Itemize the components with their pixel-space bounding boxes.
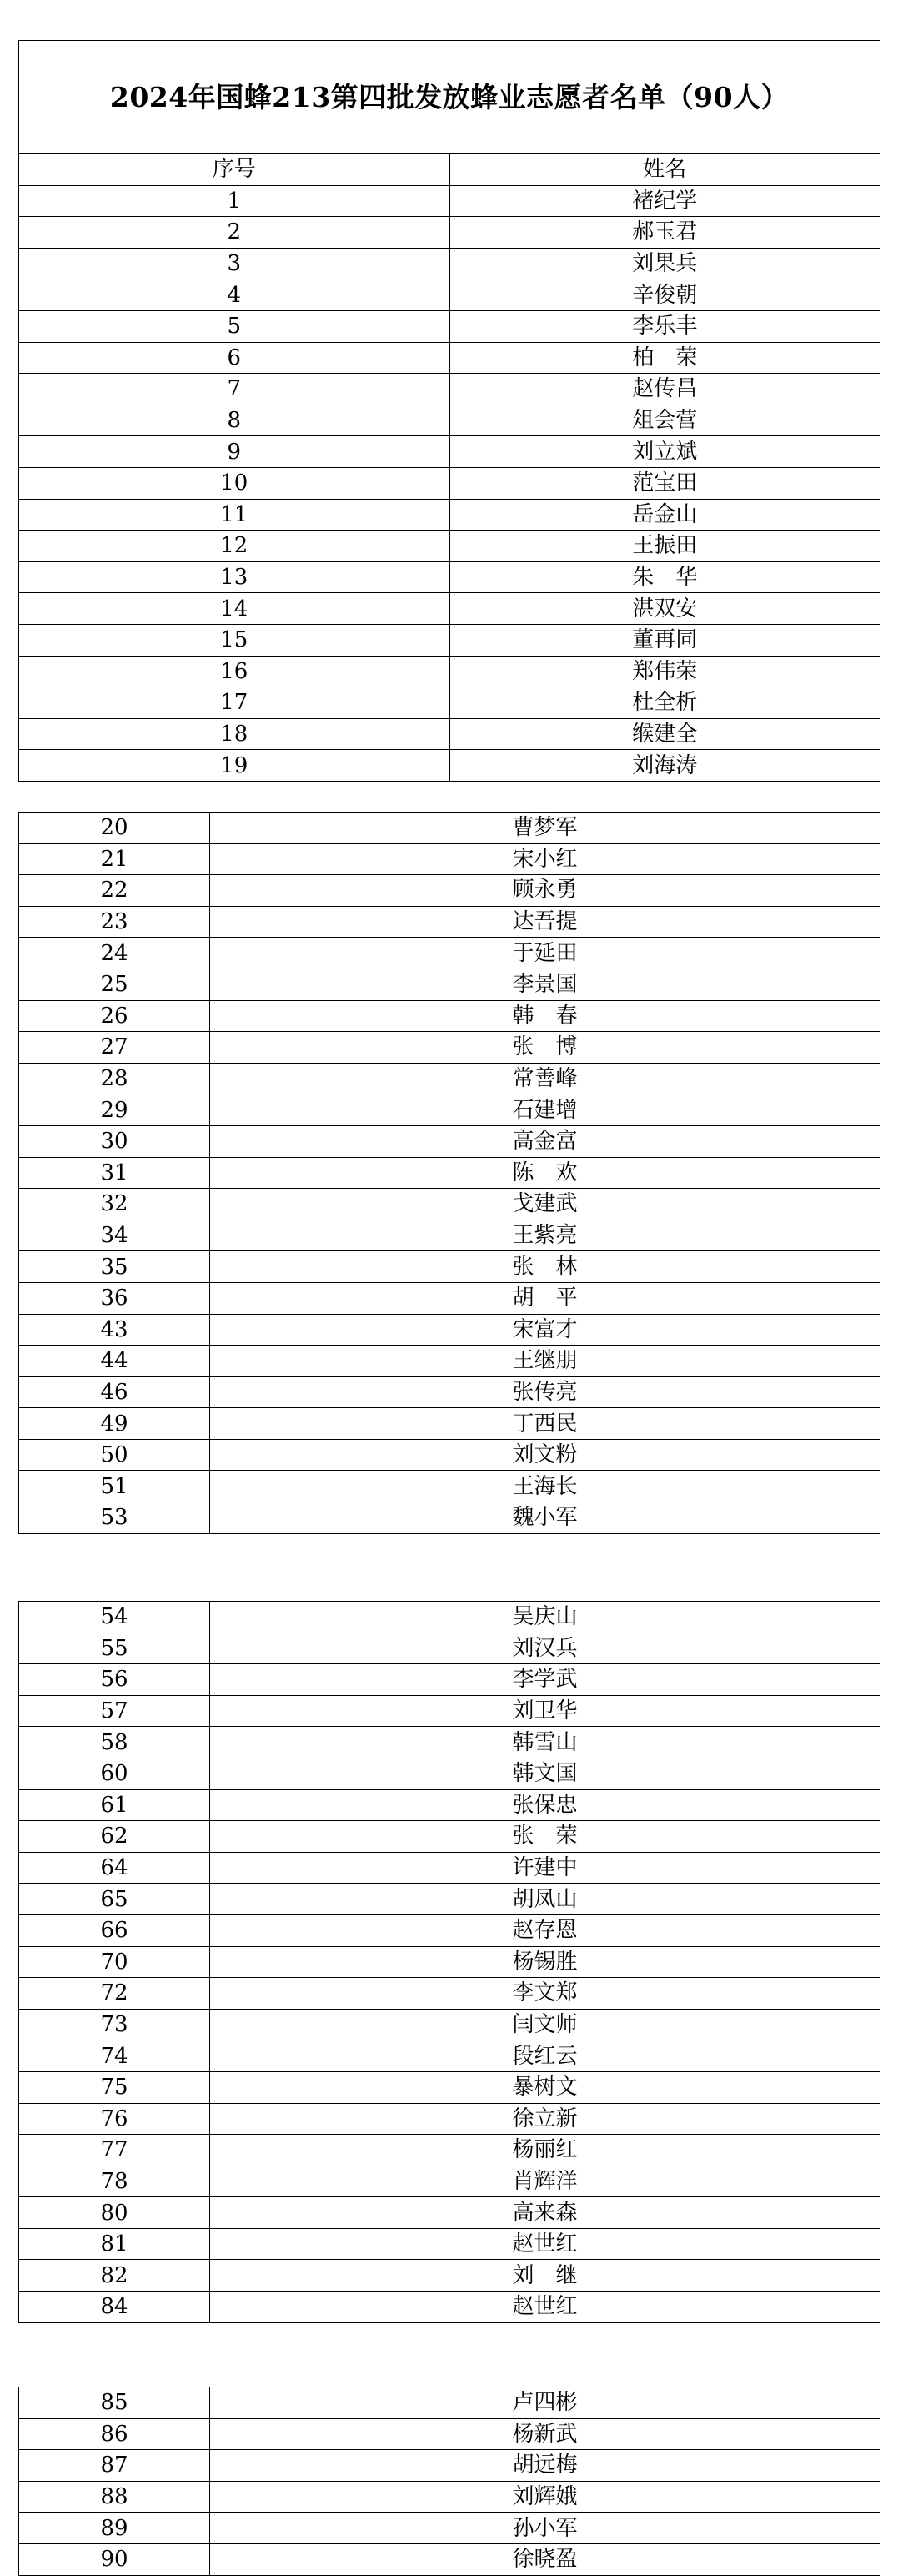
row-name: 魏小军 — [210, 1502, 880, 1534]
table-row — [19, 2197, 880, 2229]
row-index: 3 — [19, 248, 450, 279]
row-index: 6 — [19, 342, 450, 374]
table-row — [19, 2292, 880, 2323]
row-name: 常善峰 — [210, 1063, 880, 1094]
row-index: 85 — [19, 2387, 210, 2419]
table-row — [19, 593, 880, 625]
row-index: 7 — [19, 374, 450, 405]
row-index: 44 — [19, 1346, 210, 1377]
table-row — [19, 1157, 880, 1189]
row-index: 23 — [19, 906, 210, 938]
table-row — [19, 1502, 880, 1534]
table-row — [19, 2009, 880, 2040]
table-row — [19, 906, 880, 938]
row-name: 刘海涛 — [449, 750, 880, 782]
row-index: 90 — [19, 2543, 210, 2575]
row-index: 53 — [19, 1502, 210, 1534]
row-index: 34 — [19, 1220, 210, 1251]
row-index: 17 — [19, 687, 450, 719]
row-name: 宋小红 — [210, 843, 880, 875]
row-name: 李景国 — [210, 969, 880, 1000]
row-name: 李文郑 — [210, 1978, 880, 2010]
table-row — [19, 1978, 880, 2010]
row-index: 73 — [19, 2009, 210, 2040]
table-row — [19, 2103, 880, 2135]
table-row — [19, 1282, 880, 1314]
table-row — [19, 1125, 880, 1157]
header-index: 序号 — [19, 154, 450, 186]
table-row — [19, 1821, 880, 1853]
row-index: 77 — [19, 2135, 210, 2166]
row-name: 李学武 — [210, 1664, 880, 1696]
row-index: 11 — [19, 499, 450, 531]
table-row — [19, 1189, 880, 1220]
row-name: 暴树文 — [210, 2071, 880, 2103]
table-row — [19, 561, 880, 593]
row-index: 8 — [19, 405, 450, 436]
table-row — [19, 1471, 880, 1502]
table-row — [19, 1884, 880, 1915]
row-name: 高来森 — [210, 2197, 880, 2229]
row-index: 36 — [19, 1282, 210, 1314]
table-row — [19, 1251, 880, 1283]
table-row — [19, 1220, 880, 1251]
row-index: 88 — [19, 2481, 210, 2513]
row-name: 朱 华 — [449, 561, 880, 593]
header-row — [19, 154, 880, 186]
row-index: 80 — [19, 2197, 210, 2229]
row-index: 46 — [19, 1376, 210, 1408]
row-name: 顾永勇 — [210, 875, 880, 907]
row-name: 范宝田 — [449, 467, 880, 499]
table-row — [19, 279, 880, 311]
row-index: 89 — [19, 2513, 210, 2544]
row-name: 肖辉洋 — [210, 2166, 880, 2197]
row-index: 61 — [19, 1789, 210, 1821]
row-index: 75 — [19, 2071, 210, 2103]
table-row — [19, 310, 880, 342]
row-name: 杜全析 — [449, 687, 880, 719]
row-index: 74 — [19, 2040, 210, 2072]
table-row — [19, 531, 880, 562]
row-index: 84 — [19, 2292, 210, 2323]
row-index: 9 — [19, 436, 450, 468]
row-name: 张 林 — [210, 1251, 880, 1283]
row-index: 32 — [19, 1189, 210, 1220]
row-name: 陈 欢 — [210, 1157, 880, 1189]
row-name: 戈建武 — [210, 1189, 880, 1220]
row-name: 许建中 — [210, 1852, 880, 1884]
volunteer-table-section-4 — [18, 2387, 880, 2576]
volunteer-table-section-2 — [18, 812, 880, 1534]
header-name: 姓名 — [449, 154, 880, 186]
row-index: 24 — [19, 938, 210, 969]
table-row — [19, 1727, 880, 1758]
row-name: 赵存恩 — [210, 1914, 880, 1946]
row-name: 褚纪学 — [449, 185, 880, 217]
table-row — [19, 2387, 880, 2419]
row-index: 86 — [19, 2418, 210, 2450]
row-index: 5 — [19, 310, 450, 342]
row-name: 刘卫华 — [210, 1695, 880, 1727]
row-name: 胡 平 — [210, 1282, 880, 1314]
row-index: 16 — [19, 656, 450, 687]
row-name: 杨新武 — [210, 2418, 880, 2450]
row-name: 杨丽红 — [210, 2135, 880, 2166]
table-row — [19, 1946, 880, 1978]
table-row — [19, 718, 880, 750]
row-index: 21 — [19, 843, 210, 875]
row-name: 刘果兵 — [449, 248, 880, 279]
row-index: 28 — [19, 1063, 210, 1094]
row-index: 70 — [19, 1946, 210, 1978]
row-index: 12 — [19, 531, 450, 562]
row-name: 张 荣 — [210, 1821, 880, 1853]
table-row — [19, 2071, 880, 2103]
table-row — [19, 1346, 880, 1377]
volunteer-table-section-1 — [18, 40, 880, 782]
title-row — [19, 41, 880, 154]
table-row — [19, 1695, 880, 1727]
row-index: 78 — [19, 2166, 210, 2197]
row-name: 韩文国 — [210, 1758, 880, 1789]
table-row — [19, 185, 880, 217]
table-row — [19, 1664, 880, 1696]
volunteer-table-section-3 — [18, 1601, 880, 2323]
row-name: 吴庆山 — [210, 1602, 880, 1633]
row-name: 刘 继 — [210, 2260, 880, 2292]
table-row — [19, 1914, 880, 1946]
row-index: 51 — [19, 1471, 210, 1502]
row-index: 66 — [19, 1914, 210, 1946]
table-row — [19, 1032, 880, 1064]
table-row — [19, 2543, 880, 2575]
row-index: 87 — [19, 2450, 210, 2482]
row-index: 43 — [19, 1314, 210, 1346]
row-name: 张保忠 — [210, 1789, 880, 1821]
table-row — [19, 1789, 880, 1821]
table-row — [19, 1758, 880, 1789]
row-name: 董再同 — [449, 624, 880, 656]
row-name: 刘汉兵 — [210, 1633, 880, 1664]
row-index: 58 — [19, 1727, 210, 1758]
table-row — [19, 813, 880, 844]
table-row — [19, 467, 880, 499]
row-name: 王继朋 — [210, 1346, 880, 1377]
table-row — [19, 1000, 880, 1032]
row-index: 82 — [19, 2260, 210, 2292]
row-name: 辛俊朝 — [449, 279, 880, 311]
table-row — [19, 875, 880, 907]
table-row — [19, 1063, 880, 1094]
row-name: 刘辉娥 — [210, 2481, 880, 2513]
table-row — [19, 1314, 880, 1346]
row-name: 俎会营 — [449, 405, 880, 436]
table-row — [19, 2418, 880, 2450]
table-row — [19, 2481, 880, 2513]
table-row — [19, 624, 880, 656]
row-name: 郝玉君 — [449, 217, 880, 249]
row-index: 15 — [19, 624, 450, 656]
table-row — [19, 1376, 880, 1408]
row-name: 孙小军 — [210, 2513, 880, 2544]
row-index: 22 — [19, 875, 210, 907]
row-index: 57 — [19, 1695, 210, 1727]
row-name: 胡远梅 — [210, 2450, 880, 2482]
row-index: 60 — [19, 1758, 210, 1789]
row-name: 李乐丰 — [449, 310, 880, 342]
table-row — [19, 342, 880, 374]
row-index: 65 — [19, 1884, 210, 1915]
row-index: 76 — [19, 2103, 210, 2135]
row-index: 26 — [19, 1000, 210, 1032]
row-name: 徐立新 — [210, 2103, 880, 2135]
row-name: 刘立斌 — [449, 436, 880, 468]
row-index: 10 — [19, 467, 450, 499]
row-index: 29 — [19, 1094, 210, 1126]
table-row — [19, 1408, 880, 1440]
row-name: 张传亮 — [210, 1376, 880, 1408]
row-name: 闫文师 — [210, 2009, 880, 2040]
table-row — [19, 1094, 880, 1126]
row-name: 宋富才 — [210, 1314, 880, 1346]
row-name: 徐晓盈 — [210, 2543, 880, 2575]
row-name: 杨锡胜 — [210, 1946, 880, 1978]
document-title: 2024年国蜂213第四批发放蜂业志愿者名单（90人） — [19, 41, 880, 154]
row-name: 于延田 — [210, 938, 880, 969]
row-name: 王海长 — [210, 1471, 880, 1502]
row-name: 高金富 — [210, 1125, 880, 1157]
row-index: 20 — [19, 813, 210, 844]
row-name: 赵世红 — [210, 2292, 880, 2323]
row-name: 赵传昌 — [449, 374, 880, 405]
row-name: 王紫亮 — [210, 1220, 880, 1251]
row-name: 缑建全 — [449, 718, 880, 750]
table-row — [19, 1602, 880, 1633]
row-index: 27 — [19, 1032, 210, 1064]
row-name: 丁西民 — [210, 1408, 880, 1440]
row-name: 卢四彬 — [210, 2387, 880, 2419]
row-name: 刘文粉 — [210, 1439, 880, 1471]
row-name: 韩 春 — [210, 1000, 880, 1032]
row-index: 18 — [19, 718, 450, 750]
row-name: 王振田 — [449, 531, 880, 562]
table-row — [19, 2135, 880, 2166]
table-row — [19, 2450, 880, 2482]
row-index: 31 — [19, 1157, 210, 1189]
row-name: 赵世红 — [210, 2228, 880, 2260]
row-name: 岳金山 — [449, 499, 880, 531]
table-row — [19, 248, 880, 279]
table-row — [19, 217, 880, 249]
table-row — [19, 687, 880, 719]
row-index: 13 — [19, 561, 450, 593]
row-index: 54 — [19, 1602, 210, 1633]
table-row — [19, 938, 880, 969]
row-index: 55 — [19, 1633, 210, 1664]
table-row — [19, 2040, 880, 2072]
row-index: 4 — [19, 279, 450, 311]
row-name: 湛双安 — [449, 593, 880, 625]
row-index: 62 — [19, 1821, 210, 1853]
row-index: 49 — [19, 1408, 210, 1440]
table-row — [19, 2228, 880, 2260]
table-row — [19, 750, 880, 782]
row-index: 81 — [19, 2228, 210, 2260]
row-index: 72 — [19, 1978, 210, 2010]
row-name: 郑伟荣 — [449, 656, 880, 687]
row-name: 达吾提 — [210, 906, 880, 938]
table-row — [19, 1633, 880, 1664]
table-row — [19, 2166, 880, 2197]
row-name: 韩雪山 — [210, 1727, 880, 1758]
row-index: 35 — [19, 1251, 210, 1283]
row-index: 25 — [19, 969, 210, 1000]
row-index: 19 — [19, 750, 450, 782]
row-name: 曹梦军 — [210, 813, 880, 844]
table-row — [19, 499, 880, 531]
row-name: 石建增 — [210, 1094, 880, 1126]
row-name: 胡凤山 — [210, 1884, 880, 1915]
table-row — [19, 969, 880, 1000]
table-row — [19, 1852, 880, 1884]
table-row — [19, 436, 880, 468]
row-index: 56 — [19, 1664, 210, 1696]
table-row — [19, 2260, 880, 2292]
row-index: 50 — [19, 1439, 210, 1471]
row-index: 1 — [19, 185, 450, 217]
table-row — [19, 405, 880, 436]
row-index: 14 — [19, 593, 450, 625]
row-name: 段红云 — [210, 2040, 880, 2072]
table-row — [19, 843, 880, 875]
row-name: 柏 荣 — [449, 342, 880, 374]
row-name: 张 博 — [210, 1032, 880, 1064]
row-index: 30 — [19, 1125, 210, 1157]
row-index: 2 — [19, 217, 450, 249]
table-row — [19, 656, 880, 687]
row-index: 64 — [19, 1852, 210, 1884]
table-row — [19, 2513, 880, 2544]
table-row — [19, 374, 880, 405]
table-row — [19, 1439, 880, 1471]
